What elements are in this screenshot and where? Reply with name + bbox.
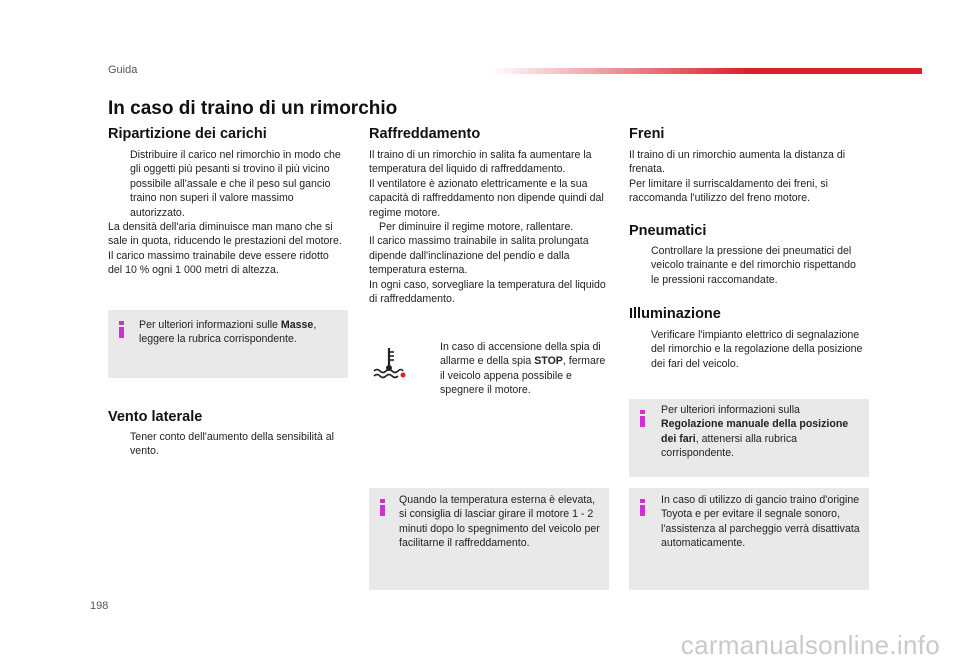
- coolant-temperature-warning-icon: [371, 344, 407, 380]
- info-box-parking-sensors: [629, 488, 869, 590]
- watermark: carmanualsonline.info: [680, 630, 940, 660]
- list-item: Controllare la pressione dei pneumatici del veicolo trainante e del rimorchio rispettando le pressioni raccomandate.: [651, 245, 856, 286]
- paragraph: Il carico massimo trainabile in salita prolungata dipende dall'inclinazione del pendio e dalla temperatura esterna.: [369, 235, 589, 277]
- info-box-temperature: [369, 488, 609, 590]
- heading-load-distribution: Ripartizione dei carichi: [108, 126, 267, 142]
- section-label: Guida: [108, 64, 138, 76]
- info-icon: [119, 321, 124, 338]
- heading-cooling: Raffreddamento: [369, 126, 481, 142]
- info-text: In caso di utilizzo di gancio traino d'origine Toyota e per evitare il segnale sonoro, l'assistenza al parcheggio verrà disattivata automaticamente.: [661, 494, 860, 550]
- lighting-text: [629, 328, 865, 371]
- heading-tyres: Pneumatici: [629, 223, 707, 239]
- page-title: In caso di traino di un rimorchio: [108, 98, 398, 119]
- info-box-headlights: [629, 399, 869, 477]
- info-icon: [640, 410, 645, 427]
- info-icon: [380, 499, 385, 516]
- paragraph: Il ventilatore è azionato elettricamente e la sua capacità di raffreddamento non dipende quindi dal regime motore.: [369, 177, 604, 219]
- list-item: Per diminuire il regime motore, rallentare.: [379, 221, 574, 234]
- paragraph: Il traino di un rimorchio aumenta la distanza di frenata.: [629, 149, 846, 176]
- paragraph: Il traino di un rimorchio in salita fa aumentare la temperatura del liquido di raffreddamento.: [369, 149, 592, 176]
- heading-lighting: Illuminazione: [629, 306, 721, 322]
- paragraph: La densità dell'aria diminuisce man mano che si sale in quota, riducendo le prestazioni del motore. Il carico massimo trainabile deve essere ridotto del 10 % ogni 1 000 metri di altezza.: [108, 221, 342, 277]
- info-text: Per ulteriori informazioni sulle Masse, leggere la rubrica corrispondente.: [139, 319, 317, 346]
- list-item: Distribuire il carico nel rimorchio in modo che gli oggetti più pesanti si trovino il più vicino possibile all'assale e che il peso sul gancio traino non superi il valore massimo autorizzato.: [130, 149, 341, 219]
- brakes-text: [629, 148, 869, 206]
- crosswind-text: [108, 430, 344, 459]
- page-number: 198: [90, 600, 109, 612]
- info-box-masse: [108, 310, 348, 378]
- list-item: In caso di accensione della spia di allarme e della spia STOP, fermare il veicolo appena possibile e spegnere il motore.: [440, 341, 606, 397]
- cooling-text: [369, 148, 609, 306]
- info-text: Per ulteriori informazioni sulla Regolazione manuale della posizione dei fari, attenersi alla rubrica corrispondente.: [661, 404, 849, 460]
- info-icon: [640, 499, 645, 516]
- warning-text: [418, 340, 606, 398]
- heading-brakes: Freni: [629, 126, 665, 142]
- heading-crosswind: Vento laterale: [108, 409, 203, 425]
- header-accent-bar: [490, 68, 922, 74]
- list-item: Verificare l'impianto elettrico di segnalazione del rimorchio e la regolazione della posizione dei fari del veicolo.: [651, 329, 863, 370]
- paragraph: Per limitare il surriscaldamento dei freni, si raccomanda l'utilizzo del freno motore.: [629, 177, 828, 205]
- paragraph: In ogni caso, sorvegliare la temperatura del liquido di raffreddamento.: [369, 278, 606, 306]
- info-text: Quando la temperatura esterna è elevata, si consiglia di lasciar girare il motore 1 - 2 minuti dopo lo spegnimento del veicolo per facilitarne il raffreddamento.: [399, 494, 600, 550]
- tyres-text: [629, 244, 865, 287]
- load-distribution-text: [108, 148, 344, 278]
- list-item: Tener conto dell'aumento della sensibilità al vento.: [130, 431, 335, 458]
